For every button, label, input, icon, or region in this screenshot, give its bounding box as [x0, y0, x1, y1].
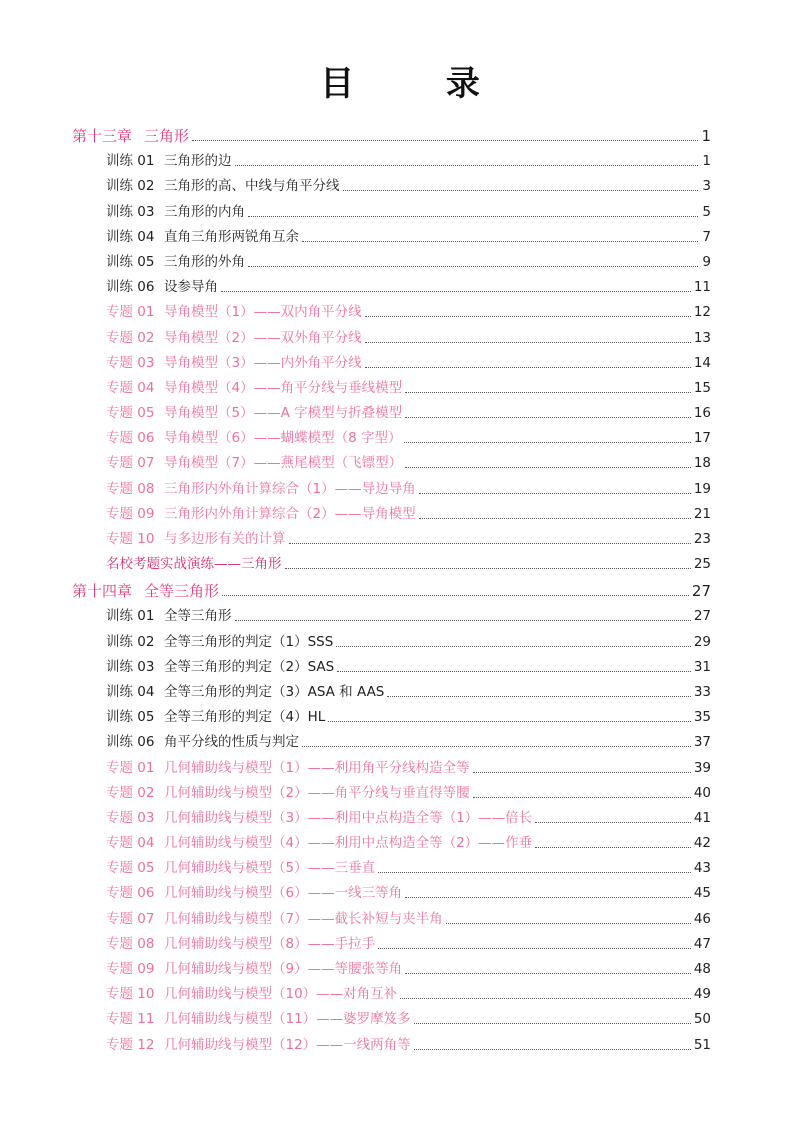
page-number: 40: [693, 784, 711, 801]
toc-entry-code: 专题 08: [106, 935, 155, 952]
toc-entry-code: 专题 07: [106, 910, 155, 927]
toc-entry-label: [106, 961, 402, 978]
dot-leader: [221, 291, 691, 292]
toc-entry-code: 训练 03: [106, 658, 155, 675]
page-number: 45: [693, 885, 711, 902]
toc-entry-topic[interactable]: [0, 321, 800, 346]
toc-entry-code: 训练 05: [106, 253, 155, 270]
dot-leader: [289, 543, 691, 544]
dot-leader: [343, 190, 699, 191]
toc-entry-lesson[interactable]: [0, 170, 800, 195]
toc-entry-title: 三角形的内角: [164, 203, 245, 220]
toc-entry-label: [106, 734, 299, 751]
page-number: 31: [693, 658, 711, 675]
toc-entry-topic[interactable]: [0, 953, 800, 978]
toc-entry-label: [106, 204, 245, 221]
dot-leader: [378, 872, 691, 873]
toc-entry-topic[interactable]: [0, 751, 800, 776]
dot-leader: [302, 241, 698, 242]
toc-entry-exam[interactable]: [0, 548, 800, 573]
toc-entry-title: 几何辅助线与模型（5）——三垂直: [164, 860, 376, 877]
toc-entry-code: 训练 06: [106, 279, 155, 296]
toc-entry-title: 角平分线的性质与判定: [164, 734, 299, 751]
dot-leader: [302, 746, 691, 747]
toc-entry-title: 几何辅助线与模型（12）——一线两角等: [164, 1036, 411, 1053]
toc-entry-label: [106, 760, 470, 777]
toc-entry-topic[interactable]: [0, 372, 800, 397]
toc-entry-title: 几何辅助线与模型（2）——角平分线与垂直得等腰: [164, 784, 470, 801]
page-number: 7: [702, 228, 711, 245]
page-number: 39: [693, 759, 711, 776]
page-number: 47: [693, 935, 711, 952]
dot-leader: [535, 847, 691, 848]
toc-entry-code: 训练 04: [106, 228, 155, 245]
toc-entry-label: [72, 583, 219, 600]
toc-entry-label: [106, 304, 362, 321]
toc-entry-label: [106, 330, 362, 347]
toc-entry-title: 名校考题实战演练——三角形: [106, 556, 282, 573]
dot-leader: [336, 646, 691, 647]
toc-entry-lesson[interactable]: [0, 701, 800, 726]
toc-entry-label: [106, 810, 532, 827]
toc-entry-label: [106, 531, 286, 548]
page-number: 46: [693, 910, 711, 927]
toc-entry-title: 全等三角形的判定（1）SSS: [164, 633, 334, 650]
toc-entry-title: 直角三角形两锐角互余: [164, 228, 299, 245]
toc-entry-title: 几何辅助线与模型（4）——利用中点构造全等（2）——作垂: [164, 835, 533, 852]
toc-entry-title: 几何辅助线与模型（8）——手拉手: [164, 935, 376, 952]
toc-entry-topic[interactable]: [0, 877, 800, 902]
toc-entry-label: [106, 911, 443, 928]
page-number: 27: [691, 582, 711, 601]
toc-entry-topic[interactable]: [0, 472, 800, 497]
toc-entry-topic[interactable]: [0, 827, 800, 852]
toc-entry-code: 训练 05: [106, 709, 155, 726]
toc-entry-label: [106, 355, 362, 372]
toc-entry-title: 导角模型（1）——双内角平分线: [164, 304, 362, 321]
page-number: 18: [693, 455, 711, 472]
dot-leader: [378, 948, 691, 949]
page-number: 29: [693, 633, 711, 650]
dot-leader: [365, 367, 691, 368]
toc-entry-code: 训练 03: [106, 203, 155, 220]
toc-entry-code: 训练 06: [106, 734, 155, 751]
toc-entry-label: [106, 885, 402, 902]
toc-entry-code: 专题 05: [106, 860, 155, 877]
toc-entry-label: [106, 709, 325, 726]
toc-entry-topic[interactable]: [0, 523, 800, 548]
page-number: 50: [693, 1011, 711, 1028]
page-title: 目 录: [320, 64, 520, 104]
toc-entry-label: [106, 1011, 411, 1028]
toc-entry-label: [106, 380, 402, 397]
dot-leader: [419, 518, 691, 519]
toc-entry-code: 专题 01: [106, 304, 155, 321]
toc-entry-title: 几何辅助线与模型（6）——一线三等角: [164, 885, 403, 902]
toc-entry-label: [106, 506, 416, 523]
toc-entry-title: 三角形的高、中线与角平分线: [164, 178, 340, 195]
dot-leader: [405, 392, 691, 393]
page-number: 48: [693, 961, 711, 977]
page-number: 1: [701, 127, 711, 145]
toc-entry-topic[interactable]: [0, 777, 800, 802]
dot-leader: [473, 772, 691, 773]
page-number: 11: [693, 279, 711, 296]
toc-entry-label: [106, 785, 470, 802]
toc-entry-code: 专题 12: [106, 1036, 155, 1053]
dot-leader: [365, 342, 691, 343]
dot-leader: [248, 216, 698, 217]
toc-entry-label: [106, 835, 532, 852]
toc-entry-lesson[interactable]: [0, 651, 800, 676]
page-number: 9: [702, 253, 711, 270]
dot-leader: [328, 721, 691, 722]
toc-entry-code: 专题 05: [106, 405, 155, 422]
dot-leader: [405, 973, 691, 974]
dot-leader: [414, 1023, 691, 1024]
toc-entry-code: 专题 02: [106, 329, 155, 346]
toc-entry-code: 专题 10: [106, 531, 155, 547]
toc-entry-topic[interactable]: [0, 928, 800, 953]
dot-leader: [473, 797, 691, 798]
toc-entry-code: 训练 01: [106, 153, 155, 170]
toc-entry-code: 专题 04: [106, 835, 155, 852]
toc-entry-title: 三角形的边: [164, 153, 232, 170]
toc-entry-title: 三角形: [144, 127, 190, 145]
toc-entry-topic[interactable]: [0, 978, 800, 1003]
toc-entry-topic[interactable]: [0, 1003, 800, 1028]
toc-entry-title: 几何辅助线与模型（3）——利用中点构造全等（1）——倍长: [164, 809, 533, 826]
toc-entry-lesson[interactable]: [0, 271, 800, 296]
toc-entry-code: 专题 06: [106, 885, 155, 902]
toc-entry-topic[interactable]: [0, 852, 800, 877]
toc-entry-label: [106, 684, 384, 701]
dot-leader: [387, 696, 690, 697]
page-number: 13: [693, 329, 711, 346]
toc-entry-topic[interactable]: [0, 1028, 800, 1053]
dot-leader: [235, 165, 699, 166]
page-number: 14: [693, 354, 711, 371]
toc-entry-lesson[interactable]: [0, 600, 800, 625]
page-number: 17: [693, 430, 711, 447]
toc-entry-topic[interactable]: [0, 447, 800, 472]
toc-entry-label: [106, 178, 340, 195]
toc-entry-topic[interactable]: [0, 397, 800, 422]
toc-entry-code: 专题 09: [106, 505, 155, 522]
toc-entry-label: [106, 254, 245, 271]
toc-entry-label: [106, 608, 232, 625]
toc-entry-label: [106, 229, 299, 246]
dot-leader: [285, 568, 691, 569]
toc-entry-code: 专题 11: [106, 1011, 155, 1028]
toc-entry-topic[interactable]: [0, 902, 800, 927]
dot-leader: [404, 442, 690, 443]
page-number: 15: [693, 379, 711, 396]
dot-leader: [400, 998, 691, 999]
toc-entry-title: 几何辅助线与模型（1）——利用角平分线构造全等: [164, 759, 470, 776]
dot-leader: [248, 266, 698, 267]
toc-entry-code: 第十三章: [72, 127, 133, 145]
toc-entry-topic[interactable]: [0, 498, 800, 523]
toc-entry-chapter[interactable]: [0, 573, 800, 600]
page-number: 23: [693, 531, 711, 547]
dot-leader: [365, 316, 691, 317]
toc-entry-title: 导角模型（7）——燕尾模型（飞镖型）: [164, 455, 403, 472]
toc-entry-title: 几何辅助线与模型（9）——等腰张等角: [164, 961, 403, 977]
toc-entry-lesson[interactable]: [0, 625, 800, 650]
toc-entry-title: 与多边形有关的计算: [164, 531, 286, 547]
toc-entry-label: [106, 936, 375, 953]
toc-entry-label: [106, 634, 333, 651]
toc-entry-title: 全等三角形的判定（2）SAS: [164, 658, 335, 675]
toc-entry-code: 专题 08: [106, 480, 155, 497]
toc-entry-title: 全等三角形的判定（3）ASA 和 AAS: [164, 683, 385, 700]
toc-entry-title: 几何辅助线与模型（11）——婆罗摩笈多: [164, 1011, 411, 1028]
toc-entry-label: [106, 405, 402, 422]
toc-entry-lesson[interactable]: [0, 246, 800, 271]
toc-entry-title: 几何辅助线与模型（10）——对角互补: [164, 986, 398, 1003]
dot-leader: [337, 671, 691, 672]
toc-entry-title: 全等三角形: [164, 608, 232, 625]
toc-entry-code: 训练 02: [106, 633, 155, 650]
page-number: 37: [693, 734, 711, 751]
dot-leader: [405, 417, 691, 418]
toc-entry-title: 导角模型（6）——蝴蝶模型（8 字型）: [164, 430, 402, 447]
toc-entry-title: 三角形内外角计算综合（1）——导边导角: [164, 480, 416, 497]
toc-entry-chapter[interactable]: [0, 118, 800, 145]
toc-entry-code: 训练 02: [106, 178, 155, 195]
page-number: 19: [693, 480, 711, 497]
dot-leader: [419, 493, 691, 494]
toc-entry-label: [72, 128, 189, 145]
toc-entry-label: [106, 153, 232, 170]
table-of-contents: [0, 118, 800, 1054]
toc-entry-code: 专题 02: [106, 784, 155, 801]
toc-entry-topic[interactable]: [0, 347, 800, 372]
page-number: 43: [693, 860, 711, 877]
toc-entry-code: 训练 01: [106, 608, 155, 625]
dot-leader: [446, 923, 691, 924]
toc-entry-code: 专题 04: [106, 379, 155, 396]
page-number: 5: [702, 203, 711, 220]
toc-entry-lesson[interactable]: [0, 676, 800, 701]
toc-entry-title: 三角形内外角计算综合（2）——导角模型: [164, 505, 416, 522]
toc-entry-title: 三角形的外角: [164, 253, 245, 270]
toc-entry-label: [106, 860, 375, 877]
toc-entry-title: 导角模型（2）——双外角平分线: [164, 329, 362, 346]
dot-leader: [535, 822, 691, 823]
dot-leader: [192, 140, 698, 141]
page-number: 25: [693, 556, 711, 573]
toc-entry-code: 专题 03: [106, 809, 155, 826]
toc-entry-topic[interactable]: [0, 422, 800, 447]
toc-entry-code: 训练 04: [106, 683, 155, 700]
toc-entry-label: [106, 279, 218, 296]
toc-entry-title: 导角模型（4）——角平分线与垂线模型: [164, 379, 403, 396]
toc-entry-code: 专题 07: [106, 455, 155, 472]
page-number: 1: [702, 153, 711, 170]
toc-entry-title: 设参导角: [164, 279, 218, 296]
toc-entry-lesson[interactable]: [0, 145, 800, 170]
toc-entry-label: [106, 455, 402, 472]
toc-entry-label: [106, 659, 334, 676]
toc-entry-lesson[interactable]: [0, 221, 800, 246]
toc-entry-code: 专题 06: [106, 430, 155, 447]
page-number: 42: [693, 835, 711, 852]
toc-entry-label: [106, 481, 416, 498]
toc-entry-lesson[interactable]: [0, 726, 800, 751]
toc-entry-code: 专题 01: [106, 759, 155, 776]
toc-entry-code: 专题 03: [106, 354, 155, 371]
dot-leader: [414, 1049, 691, 1050]
toc-entry-label: [106, 556, 282, 573]
toc-entry-code: 专题 09: [106, 961, 155, 977]
page-number: 35: [693, 709, 711, 726]
toc-entry-label: [106, 986, 397, 1003]
page-number: 51: [693, 1036, 711, 1053]
page-number: 16: [693, 405, 711, 422]
page-number: 49: [693, 986, 711, 1003]
dot-leader: [222, 595, 689, 596]
toc-entry-title: 全等三角形: [144, 582, 220, 601]
toc-entry-title: 全等三角形的判定（4）HL: [164, 709, 326, 726]
toc-entry-title: 导角模型（3）——内外角平分线: [164, 354, 362, 371]
toc-entry-label: [106, 430, 401, 447]
page-number: 3: [702, 178, 711, 195]
toc-entry-code: 第十四章: [72, 582, 133, 601]
page-number: 27: [693, 608, 711, 625]
page-number: 41: [693, 809, 711, 826]
dot-leader: [405, 897, 691, 898]
page-number: 12: [693, 304, 711, 321]
dot-leader: [405, 467, 691, 468]
toc-entry-topic[interactable]: [0, 802, 800, 827]
dot-leader: [235, 620, 691, 621]
toc-entry-topic[interactable]: [0, 296, 800, 321]
toc-entry-title: 几何辅助线与模型（7）——截长补短与夹半角: [164, 910, 443, 927]
page-number: 33: [693, 683, 711, 700]
toc-entry-code: 专题 10: [106, 986, 155, 1003]
toc-entry-label: [106, 1037, 411, 1054]
toc-entry-title: 导角模型（5）——A 字模型与折叠模型: [164, 405, 403, 422]
page-number: 21: [693, 505, 711, 522]
toc-entry-lesson[interactable]: [0, 195, 800, 220]
